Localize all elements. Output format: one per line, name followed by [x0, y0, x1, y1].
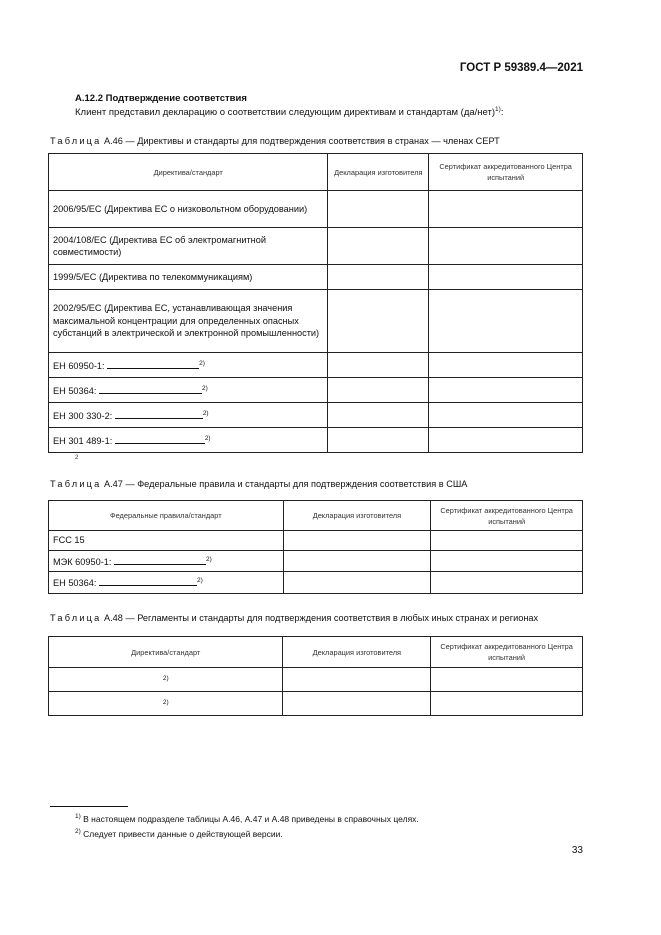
declaration-cell[interactable]	[283, 692, 431, 716]
blank-standard-cell[interactable]: 2)	[49, 692, 283, 716]
certificate-cell[interactable]	[431, 692, 583, 716]
version-blank[interactable]	[107, 359, 199, 369]
certificate-cell[interactable]	[429, 403, 583, 428]
certificate-cell[interactable]	[429, 290, 583, 353]
certificate-cell[interactable]	[429, 228, 583, 265]
standard-row-label: МЭК 60950-1: $^{2)}$	[49, 550, 284, 572]
blank-standard-cell[interactable]: 2)	[49, 668, 283, 692]
table-cell: 1999/5/ЕС (Директива по телекоммуникациям)	[49, 265, 328, 290]
table-cell: 2004/108/ЕС (Директива ЕС об электромагнитной совместимости)	[49, 228, 328, 265]
table46-header-declaration: Декларация изготовителя	[328, 154, 429, 191]
certificate-cell[interactable]	[429, 191, 583, 228]
certificate-cell[interactable]	[429, 265, 583, 290]
standard-row-label: ЕН 50364: $^{2)}$	[49, 378, 328, 403]
version-blank[interactable]	[115, 409, 203, 419]
version-blank[interactable]	[115, 434, 205, 444]
declaration-cell[interactable]	[328, 353, 429, 378]
table46-caption: Таблица А.46 — Директивы и стандарты для подтверждения соответствия в странах — членах СЕРТ	[50, 136, 500, 146]
table46	[48, 153, 583, 453]
declaration-cell[interactable]	[328, 191, 429, 228]
table46-header-certificate: Сертификат аккредитованного Центра испытаний	[429, 154, 583, 191]
stray-mark: 2	[75, 455, 79, 461]
standard-row-label: ЕН 300 330-2: $^{2)}$	[49, 403, 328, 428]
section-intro: Клиент представил декларацию о соответствии следующим директивам и стандартам $(да/нет)^{1)}$:	[75, 106, 504, 118]
document-id: ГОСТ Р 59389.4—2021	[459, 62, 583, 74]
table48	[48, 636, 583, 716]
table48-header-declaration: Декларация изготовителя	[283, 637, 431, 668]
footnote-ref: 1)	[495, 106, 501, 113]
version-blank[interactable]	[99, 384, 202, 394]
footnote-divider	[50, 806, 128, 807]
declaration-cell[interactable]	[328, 265, 429, 290]
table48-caption: Таблица А.48 — Регламенты и стандарты для подтверждения соответствия в любых иных странах и регионах	[50, 613, 539, 623]
table48-header-certificate: Сертификат аккредитованного Центра испытаний	[431, 637, 583, 668]
declaration-cell[interactable]	[283, 668, 431, 692]
declaration-cell[interactable]	[283, 531, 431, 551]
declaration-cell[interactable]	[328, 228, 429, 265]
certificate-cell[interactable]	[431, 550, 583, 572]
footnote-2: $^{2)}$ Следует привести данные о действующей версии.	[75, 828, 283, 839]
declaration-cell[interactable]	[283, 572, 431, 594]
declaration-cell[interactable]	[328, 378, 429, 403]
table47-header-declaration: Декларация изготовителя	[283, 501, 431, 531]
page-number: 33	[571, 845, 583, 856]
certificate-cell[interactable]	[429, 428, 583, 453]
standard-row-label: ЕН 50364: $^{2)}$	[49, 572, 284, 594]
certificate-cell[interactable]	[431, 572, 583, 594]
table-cell: 2006/95/ЕС (Директива ЕС о низковольтном оборудовании)	[49, 191, 328, 228]
table-cell: FCC 15	[49, 531, 284, 551]
declaration-cell[interactable]	[328, 403, 429, 428]
table47-header-certificate: Сертификат аккредитованного Центра испытаний	[431, 501, 583, 531]
table-cell: 2002/95/ЕС (Директива ЕС, устанавливающая значения максимальной концентрации для определенных опасных субстанций в электрической и электронной промышленности)	[49, 290, 328, 353]
section-title: A.12.2 Подтверждение соответствия	[75, 93, 247, 104]
table47	[48, 500, 583, 594]
table48-header-directive: Директива/стандарт	[49, 637, 283, 668]
certificate-cell[interactable]	[431, 668, 583, 692]
declaration-cell[interactable]	[328, 290, 429, 353]
standard-row-label: ЕН 301 489-1: $^{2)}$	[49, 428, 328, 453]
table46-header-directive: Директива/стандарт	[49, 154, 328, 191]
certificate-cell[interactable]	[431, 531, 583, 551]
table47-caption: Таблица А.47 — Федеральные правила и стандарты для подтверждения соответствия в США	[50, 479, 468, 489]
version-blank[interactable]	[99, 576, 197, 586]
certificate-cell[interactable]	[429, 378, 583, 403]
version-blank[interactable]	[114, 555, 206, 565]
certificate-cell[interactable]	[429, 353, 583, 378]
table47-header-rules: Федеральные правила/стандарт	[49, 501, 284, 531]
declaration-cell[interactable]	[328, 428, 429, 453]
standard-row-label: ЕН 60950-1: $^{2)}$	[49, 353, 328, 378]
footnote-1: $^{1)}$ В настоящем подразделе таблицы А.46, А.47 и А.48 приведены в справочных целях.	[75, 813, 419, 824]
declaration-cell[interactable]	[283, 550, 431, 572]
